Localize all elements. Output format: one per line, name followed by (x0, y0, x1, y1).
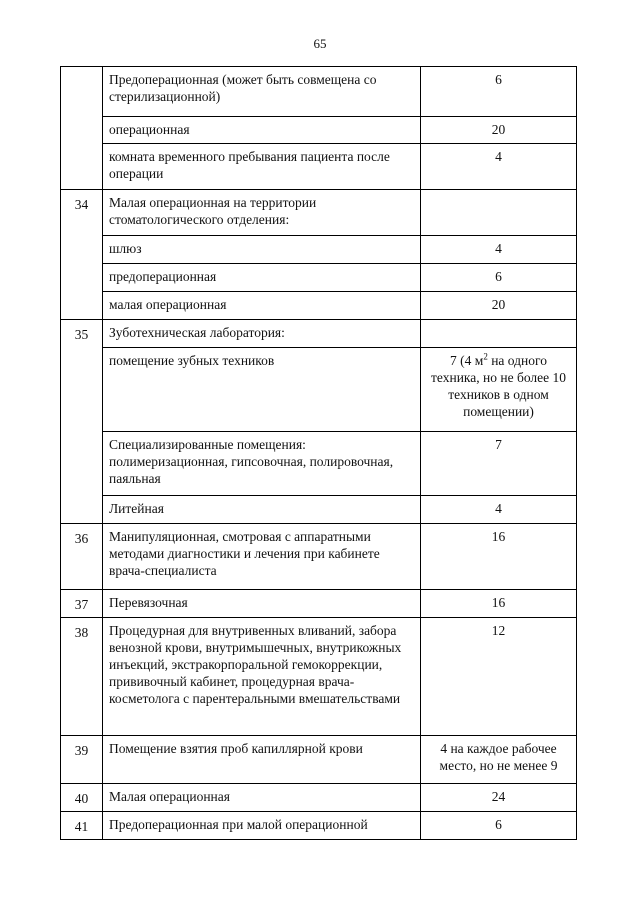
row-number: 38 (61, 618, 103, 736)
table-row (61, 590, 577, 618)
table-row (61, 144, 577, 190)
room-name: помещение зубных техников (103, 348, 421, 432)
area-value: 4 на каждое рабочее место, но не менее 9 (421, 736, 577, 784)
section-title: Зуботехническая лаборатория: (103, 320, 421, 348)
area-value: 4 (421, 236, 577, 264)
area-value (421, 190, 577, 236)
area-value: 16 (421, 524, 577, 590)
area-value: 20 (421, 117, 577, 144)
room-name: Предоперационная при малой операционной (103, 812, 421, 840)
area-value (421, 348, 577, 432)
room-name: Перевязочная (103, 590, 421, 618)
table-row (61, 496, 577, 524)
table-row (61, 264, 577, 292)
table-row (61, 524, 577, 590)
table-row (61, 117, 577, 144)
table-row (61, 618, 577, 736)
area-value: 20 (421, 292, 577, 320)
table-row (61, 236, 577, 264)
table-row (61, 348, 577, 432)
table-row (61, 736, 577, 784)
room-name: операционная (103, 117, 421, 144)
area-value-part: 7 (4 м (450, 353, 484, 368)
room-name: шлюз (103, 236, 421, 264)
room-name: Манипуляционная, смотровая с аппаратными методами диагностики и лечения при кабинете врача-специалиста (103, 524, 421, 590)
row-number (61, 67, 103, 190)
area-value: 6 (421, 264, 577, 292)
area-value: 16 (421, 590, 577, 618)
room-name: Специализированные помещения: полимеризационная, гипсовочная, полировочная, паяльная (103, 432, 421, 496)
area-value: 4 (421, 144, 577, 190)
area-value-part: на одного техника, но не более 10 техников в одном помещении) (431, 353, 566, 419)
room-name: Литейная (103, 496, 421, 524)
room-name: предоперационная (103, 264, 421, 292)
area-value: 12 (421, 618, 577, 736)
table-row (61, 784, 577, 812)
area-value: 6 (421, 812, 577, 840)
page-number: 65 (313, 36, 327, 51)
row-number: 35 (61, 320, 103, 524)
table-row (61, 432, 577, 496)
room-name: Помещение взятия проб капиллярной крови (103, 736, 421, 784)
table-row (61, 292, 577, 320)
area-value: 7 (421, 432, 577, 496)
row-number: 37 (61, 590, 103, 618)
section-title: Малая операционная на территории стоматологического отделения: (103, 190, 421, 236)
table-row (61, 320, 577, 348)
table-row (61, 812, 577, 840)
table-row (61, 190, 577, 236)
row-number: 34 (61, 190, 103, 320)
room-name: малая операционная (103, 292, 421, 320)
row-number: 41 (61, 812, 103, 840)
area-value: 6 (421, 67, 577, 117)
room-name: комната временного пребывания пациента после операции (103, 144, 421, 190)
room-name: Малая операционная (103, 784, 421, 812)
premises-table (60, 66, 577, 840)
area-value (421, 320, 577, 348)
room-name: Процедурная для внутривенных вливаний, забора венозной крови, внутримышечных, внутрикожных инъекций, экстракорпоральной гемокоррекции, прививочный кабинет, процедурная врача-косметолога с парентеральными вмешательствами (103, 618, 421, 736)
room-name: Предоперационная (может быть совмещена со стерилизационной) (103, 67, 421, 117)
row-number: 40 (61, 784, 103, 812)
table-row (61, 67, 577, 117)
row-number: 39 (61, 736, 103, 784)
area-value: 4 (421, 496, 577, 524)
row-number: 36 (61, 524, 103, 590)
area-unit-exponent: 2 (483, 351, 488, 362)
area-value: 24 (421, 784, 577, 812)
